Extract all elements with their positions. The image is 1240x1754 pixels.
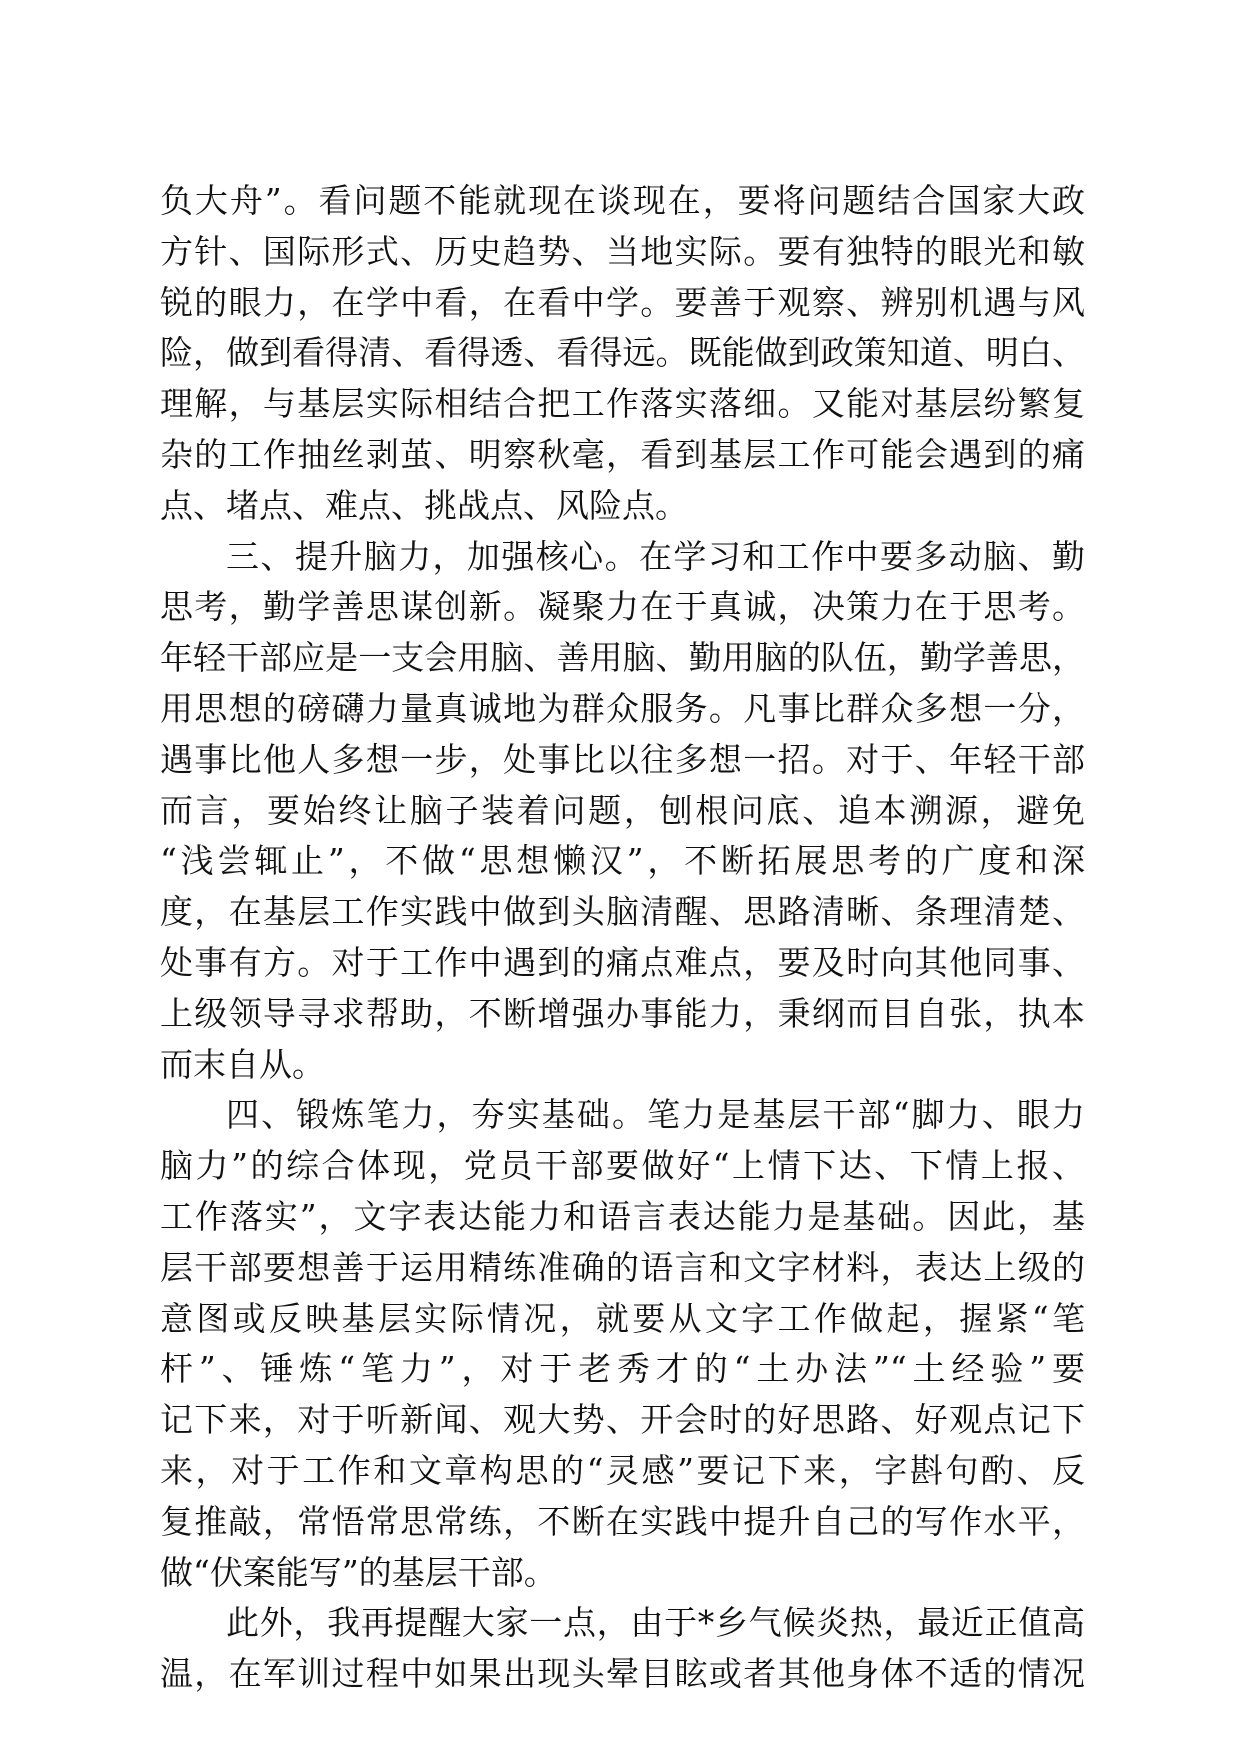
text-line: 三、提升脑力，加强核心。在学习和工作中要多动脑、勤 (226, 536, 1085, 576)
text-line: 理解，与基层实际相结合把工作落实落细。又能对基层纷繁复 (160, 384, 1085, 424)
text-line: 锐的眼力，在学中看，在看中学。要善于观察、辨别机遇与风 (160, 282, 1085, 322)
text-line: 负大舟”。看问题不能就现在谈现在，要将问题结合国家大政 (160, 181, 1085, 220)
text-line: 上级领导寻求帮助，不断增强办事能力，秉纲而目自张，执本 (160, 993, 1085, 1033)
text-line: 温，在军训过程中如果出现头晕目眩或者其他身体不适的情况 (160, 1654, 1085, 1694)
text-line: 做“伏案能写”的基层干部。 (160, 1552, 557, 1592)
text-line: 来，对于工作和文章构思的“灵感”要记下来，字斟句酌、反 (160, 1450, 1085, 1490)
text-line: 度，在基层工作实践中做到头脑清醒、思路清晰、条理清楚、 (160, 892, 1085, 932)
text-line: 而末自从。 (160, 1044, 325, 1084)
paragraph-p3 (160, 1090, 1085, 1598)
paragraph-p2 (160, 532, 1085, 1091)
text-line: 思考，勤学善思谋创新。凝聚力在于真诚，决策力在于思考。 (160, 587, 1085, 627)
text-line: 杆”、锤炼“笔力”，对于老秀才的“土办法”“土经验”要 (160, 1349, 1085, 1389)
text-line: 点、堵点、难点、挑战点、风险点。 (160, 485, 688, 525)
text-line: 脑力”的综合体现，党员干部要做好“上情下达、下情上报、 (160, 1146, 1085, 1186)
document-body (160, 176, 1085, 1700)
text-line: 处事有方。对于工作中遇到的痛点难点，要及时向其他同事、 (160, 942, 1085, 982)
text-line: 此外，我再提醒大家一点，由于*乡气候炎热，最近正值高 (226, 1603, 1085, 1643)
text-line: 意图或反映基层实际情况，就要从文字工作做起，握紧“笔 (160, 1298, 1085, 1338)
text-line: 记下来，对于听新闻、观大势、开会时的好思路、好观点记下 (160, 1400, 1085, 1440)
text-line: 年轻干部应是一支会用脑、善用脑、勤用脑的队伍，勤学善思， (160, 638, 1085, 678)
text-line: 工作落实”，文字表达能力和语言表达能力是基础。因此，基 (160, 1196, 1085, 1236)
text-line: 用思想的磅礴力量真诚地为群众服务。凡事比群众多想一分， (160, 688, 1085, 728)
paragraph-p1 (160, 176, 1085, 532)
text-line: 杂的工作抽丝剥茧、明察秋毫，看到基层工作可能会遇到的痛 (160, 434, 1085, 474)
text-line: 复推敲，常悟常思常练，不断在实践中提升自己的写作水平， (160, 1501, 1085, 1541)
text-line: 方针、国际形式、历史趋势、当地实际。要有独特的眼光和敏 (160, 231, 1085, 271)
text-line: 遇事比他人多想一步，处事比以往多想一招。对于、年轻干部 (160, 739, 1085, 779)
text-line: 而言，要始终让脑子装着问题，刨根问底、追本溯源，避免 (160, 790, 1085, 830)
text-line: 四、锻炼笔力，夯实基础。笔力是基层干部“脚力、眼力 (226, 1095, 1085, 1135)
text-line: “浅尝辄止”，不做“思想懒汉”，不断拓展思考的广度和深 (160, 841, 1085, 881)
text-line: 层干部要想善于运用精练准确的语言和文字材料，表达上级的 (160, 1247, 1085, 1287)
text-line: 险，做到看得清、看得透、看得远。既能做到政策知道、明白、 (160, 333, 1085, 373)
paragraph-p4 (160, 1598, 1085, 1700)
